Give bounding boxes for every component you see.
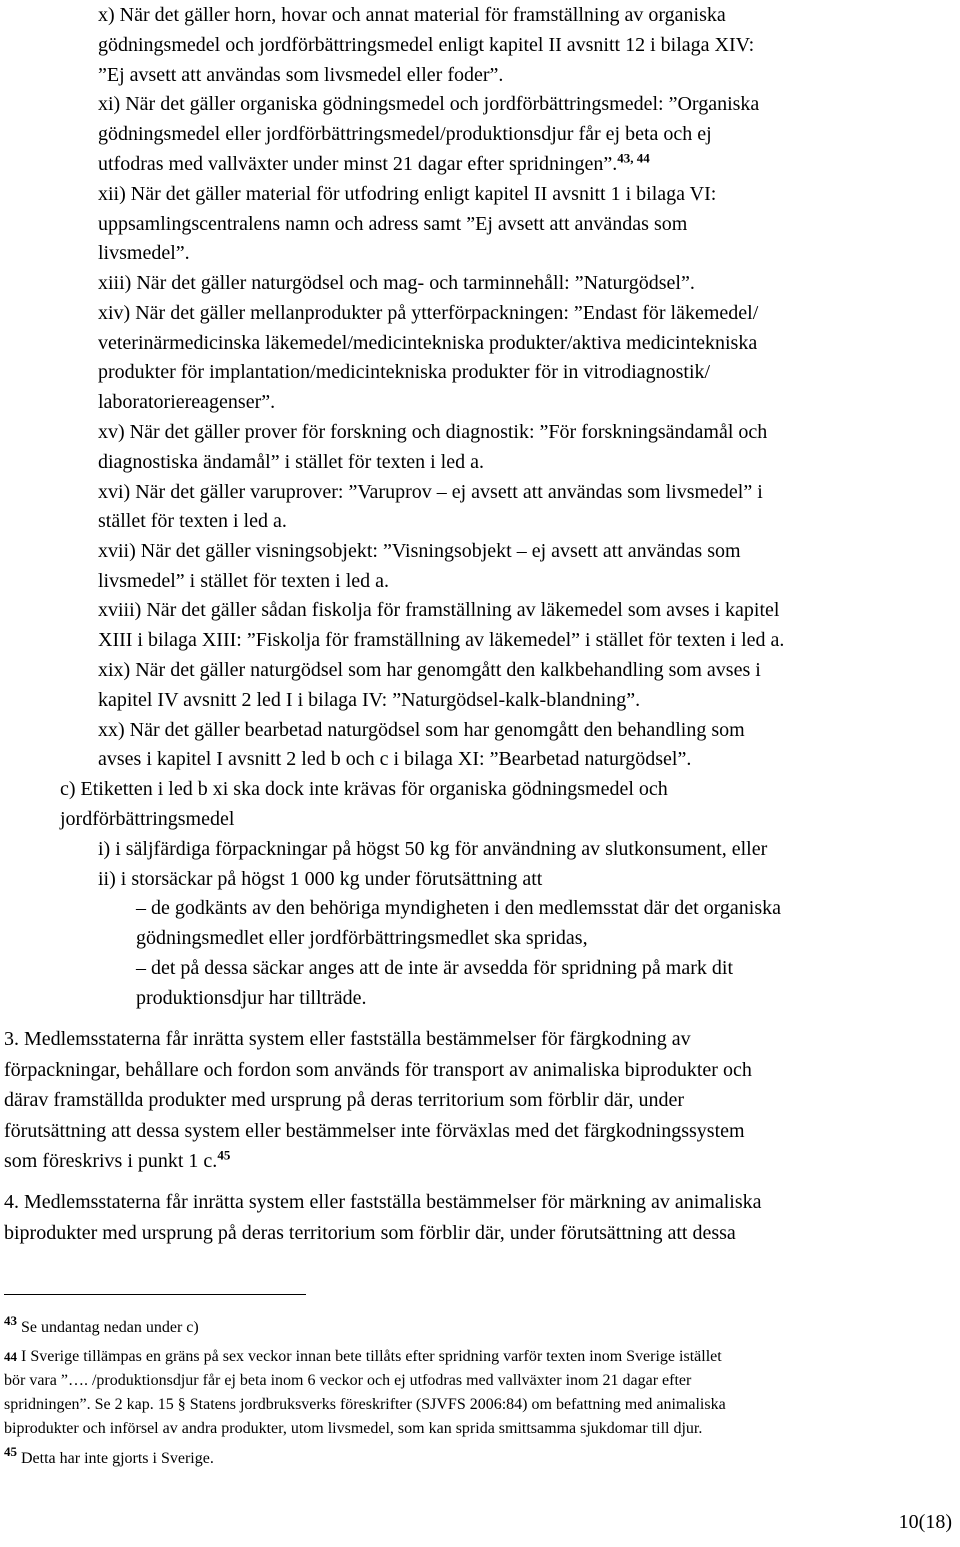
item-xvi-line-2: stället för texten i led a.: [98, 510, 287, 532]
point-c-ii: ii) i storsäckar på högst 1 000 kg under förutsättning att: [98, 868, 543, 890]
item-xvi-line-1: xvi) När det gäller varuprover: ”Varuprov – ej avsett att användas som livsmedel” i: [98, 481, 763, 503]
footnote-43-number: 43: [4, 1313, 17, 1328]
item-xi-line-1: xi) När det gäller organiska gödningsmedel och jordförbättringsmedel: ”Organiska: [98, 93, 760, 115]
footnote-44-line-4: biprodukter och införsel av andra produkter, utom livsmedel, som kan sprida smittsamma sjukdomar till djur.: [4, 1420, 703, 1437]
footnote-44-line-2: bör vara ”…. /produktionsdjur får ej beta inom 6 veckor och ej utfodras med vallväxter inom 21 dagar efter: [4, 1372, 692, 1389]
item-xviii-line-2: XIII i bilaga XIII: ”Fiskolja för framställning av läkemedel” i stället för texten i led a.: [98, 629, 785, 651]
section-4-line-2: biprodukter med ursprung på deras territorium som förblir där, under förutsättning att dessa: [4, 1222, 736, 1244]
footnote-43-text: Se undantag nedan under c): [21, 1319, 199, 1336]
footnote-44-text-1: I Sverige tillämpas en gräns på sex veckor innan bete tillåts efter spridning varför texten inom Sverige istället: [17, 1348, 722, 1365]
item-xx-line-2: avses i kapitel I avsnitt 2 led b och c i bilaga XI: ”Bearbetad naturgödsel”.: [98, 748, 692, 770]
item-xix-line-2: kapitel IV avsnitt 2 led I i bilaga IV: ”Naturgödsel-kalk-blandning”.: [98, 689, 641, 711]
dash-item-1-line-2: gödningsmedlet eller jordförbättringsmedlet ska spridas,: [136, 927, 588, 949]
footnote-ref-45: 45: [217, 1147, 231, 1163]
footnote-separator: [4, 1294, 306, 1295]
point-c-i: i) i säljfärdiga förpackningar på högst 50 kg för användning av slutkonsument, eller: [98, 838, 768, 860]
item-xv-line-1: xv) När det gäller prover för forskning och diagnostik: ”För forskningsändamål och: [98, 421, 768, 443]
footnote-43: [4, 1313, 199, 1338]
item-xii-line-2: uppsamlingscentralens namn och adress samt ”Ej avsett att användas som: [98, 213, 688, 235]
item-xx-line-1: xx) När det gäller bearbetad naturgödsel som har genomgått den behandling som: [98, 719, 745, 741]
dash-item-2-line-2: produktionsdjur har tillträde.: [136, 987, 367, 1009]
section-3-line-3: därav framställda produkter med ursprung på deras territorium som förblir där, under: [4, 1089, 685, 1111]
item-xvii-line-1: xvii) När det gäller visningsobjekt: ”Visningsobjekt – ej avsett att användas som: [98, 540, 741, 562]
item-xiv-line-1: xiv) När det gäller mellanprodukter på ytterförpackningen: ”Endast för läkemedel/: [98, 302, 759, 324]
footnote-44-line-1: [4, 1347, 722, 1367]
dash-item-1-line-1: – de godkänts av den behöriga myndigheten i den medlemsstat där det organiska: [136, 897, 782, 919]
section-3-line-5: [4, 1149, 230, 1173]
section-3-line-4: förutsättning att dessa system eller bestämmelser inte förväxlas med det färgkodningssystem: [4, 1120, 745, 1142]
item-xiii-line-1: xiii) När det gäller naturgödsel och mag- och tarminnehåll: ”Naturgödsel”.: [98, 272, 695, 294]
footnote-ref-43-44: 43, 44: [617, 150, 650, 166]
footnote-44-number: 44: [4, 1349, 17, 1364]
section-4-line-1: 4. Medlemsstaterna får inrätta system eller fastställa bestämmelser för märkning av animaliska: [4, 1191, 762, 1213]
item-xix-line-1: xix) När det gäller naturgödsel som har genomgått den kalkbehandling som avses i: [98, 659, 761, 681]
footnote-45-text: Detta har inte gjorts i Sverige.: [21, 1450, 214, 1467]
item-xi-line-2: gödningsmedel eller jordförbättringsmedel/produktionsdjur får ej beta och ej: [98, 123, 712, 145]
item-x-line-3: ”Ej avsett att användas som livsmedel eller foder”.: [98, 64, 504, 86]
item-xvii-line-2: livsmedel” i stället för texten i led a.: [98, 570, 390, 592]
section-3-line-2: förpackningar, behållare och fordon som används för transport av animaliska biprodukter och: [4, 1059, 752, 1081]
dash-item-2-line-1: – det på dessa säckar anges att de inte är avsedda för spridning på mark dit: [136, 957, 734, 979]
footnote-44-line-3: spridningen”. Se 2 kap. 15 § Statens jordbruksverks föreskrifter (SJVFS 2006:84) om befattning med animaliska: [4, 1396, 726, 1413]
point-c-line-2: jordförbättringsmedel: [60, 808, 235, 830]
item-xii-line-1: xii) När det gäller material för utfodring enligt kapitel II avsnitt 1 i bilaga VI:: [98, 183, 717, 205]
item-x-line-2: gödningsmedel och jordförbättringsmedel enligt kapitel II avsnitt 12 i bilaga XIV:: [98, 34, 755, 56]
item-xv-line-2: diagnostiska ändamål” i stället för texten i led a.: [98, 451, 484, 473]
footnote-45-number: 45: [4, 1444, 17, 1459]
section-3-line-1: 3. Medlemsstaterna får inrätta system eller fastställa bestämmelser för färgkodning av: [4, 1028, 691, 1050]
item-xviii-line-1: xviii) När det gäller sådan fiskolja för framställning av läkemedel som avses i kapitel: [98, 599, 780, 621]
item-xiv-line-4: laboratoriereagenser”.: [98, 391, 276, 413]
section-3-line-5-text: som föreskrivs i punkt 1 c.: [4, 1150, 218, 1172]
footnote-45: [4, 1444, 214, 1469]
page-number: 10(18): [898, 1511, 952, 1533]
item-xiv-line-2: veterinärmedicinska läkemedel/medicintekniska produkter/aktiva medicintekniska: [98, 332, 758, 354]
item-x-line-1: x) När det gäller horn, hovar och annat material för framställning av organiska: [98, 4, 726, 26]
item-xi-line-3-text: utfodras med vallväxter under minst 21 dagar efter spridningen”.: [98, 153, 618, 175]
item-xiv-line-3: produkter för implantation/medicintekniska produkter för in vitrodiagnostik/: [98, 361, 711, 383]
point-c-line-1: c) Etiketten i led b xi ska dock inte krävas för organiska gödningsmedel och: [60, 778, 668, 800]
item-xi-line-3: [98, 152, 650, 176]
item-xii-line-3: livsmedel”.: [98, 242, 190, 264]
